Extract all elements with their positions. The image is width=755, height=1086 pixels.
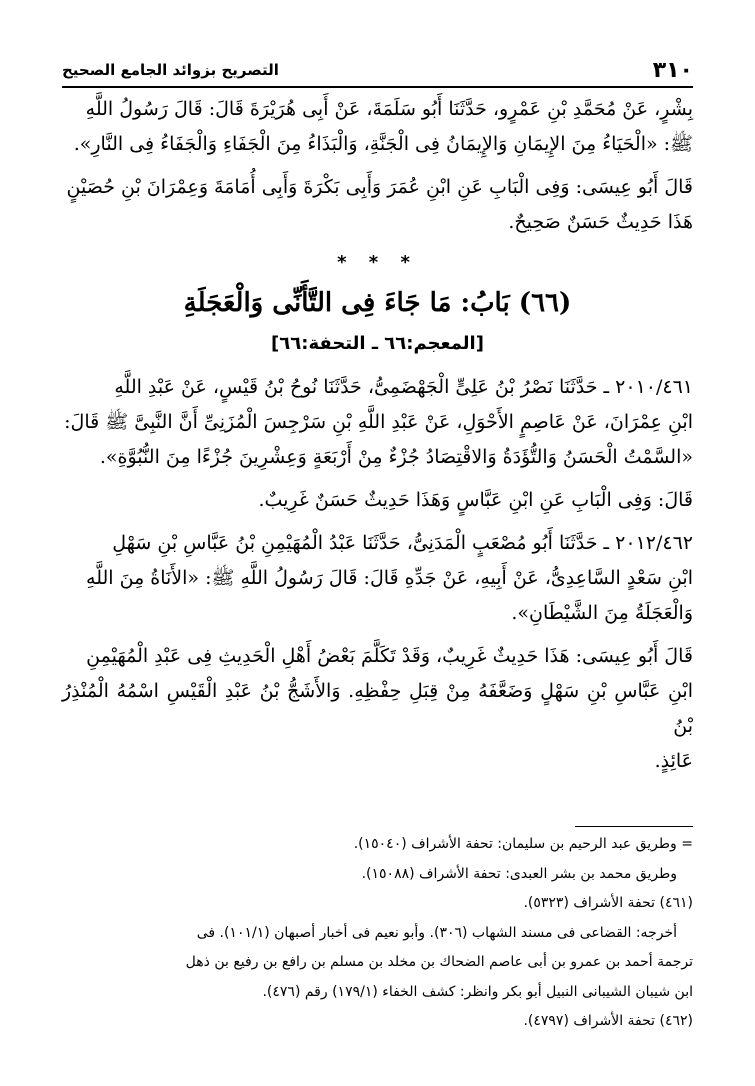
footnote-line: (٤٦١) تحفة الأشراف (٥٣٢٣).: [523, 895, 693, 911]
running-title: التصريح بزوائد الجامع الصحيح: [62, 61, 279, 79]
hadith-461-line: ابْنِ عِمْرَانَ، عَنْ عَاصِمٍ الأَحْوَلِ، عَنْ عَبْدِ اللَّهِ بْنِ سَرْجِسَ الْمُزَنِىِّ أَنَّ النَّبِىَّ ﷺ قَالَ:: [64, 411, 693, 433]
hadith-462-commentary: ابْنِ عَبَّاسِ بْنِ سَهْلٍ وَضَعَّفَهُ مِنْ قِبَلِ حِفْظِهِ. وَالأَشَجُّ بْنُ عَبْدِ الْقَيْسِ اسْمُهُ الْمُنْذِرُ بْنُ: [62, 680, 693, 737]
text-line: بِشْرٍ، عَنْ مُحَمَّدِ بْنِ عَمْرٍو، حَدَّثَنَا أَبُو سَلَمَةَ، عَنْ أَبِى هُرَيْرَةَ قَالَ: قَالَ رَسُولُ اللَّهِ: [85, 98, 693, 120]
hadith-462-line: ٢٠١٢/٤٦٢ ـ حَدَّثَنَا أَبُو مُصْعَبٍ الْمَدَنِىُّ، حَدَّثَنَا عَبْدُ الْمُهَيْمِنِ بْنُ عَبَّاسِ بْنِ سَهْلِ: [112, 532, 693, 554]
footnote-line: ترجمة أحمد بن عمرو بن أبى عاصم الضحاك بن مخلد بن مسلم بن رافع بن رفيع بن ذهل: [185, 954, 693, 970]
commentary-line: قَالَ أَبُو عِيسَى: وَفِى الْبَابِ عَنِ ابْنِ عُمَرَ وَأَبِى بَكْرَةَ وَأَبِى أُمَامَةَ وَعِمْرَانَ بْنِ حُصَيْنٍ: [66, 176, 693, 198]
hadith-462-commentary: قَالَ أَبُو عِيسَى: هَذَا حَدِيثٌ غَرِيبٌ، وَقَدْ تَكَلَّمَ بَعْضُ أَهْلِ الْحَدِيثِ فِى عَبْدِ الْمُهَيْمِنِ: [86, 645, 693, 667]
page-header: [62, 56, 693, 88]
footnotes: [62, 830, 693, 1037]
page-number: ٣١٠: [652, 58, 693, 83]
hadith-462-line: وَالْعَجَلَةُ مِنَ الشَّيْطَانِ».: [511, 602, 693, 624]
hadith-462-line: ابْنِ سَعْدٍ السَّاعِدِىُّ، عَنْ أَبِيهِ، عَنْ جَدِّهِ قَالَ: قَالَ رَسُولُ اللَّهِ ﷺ: «الأَنَاةُ مِنَ اللَّهِ: [86, 567, 693, 589]
footnote-line: وطريق محمد بن بشر العبدى: تحفة الأشراف (١٥٠٨٨).: [361, 865, 677, 882]
footnote-line: أخرجه: القضاعى فى مسند الشهاب (٣٠٦). وأبو نعيم فى أخبار أصبهان (١٠١/١). فى: [196, 924, 677, 941]
hadith-461-commentary: قَالَ: وَفِى الْبَابِ عَنِ ابْنِ عَبَّاسٍ وَهَذَا حَدِيثٌ حَسَنٌ غَرِيبٌ.: [258, 489, 693, 511]
hadith-461-line: ٢٠١٠/٤٦١ ـ حَدَّثَنَا نَصْرُ بْنُ عَلِىٍّ الْجَهْضَمِىُّ، حَدَّثَنَا نُوحُ بْنُ قَيْسٍ، عَنْ عَبْدِ اللَّهِ: [114, 376, 693, 398]
footnote-line: (٤٦٢) تحفة الأشراف (٤٧٩٧).: [523, 1013, 693, 1029]
section-separator: * * *: [337, 252, 418, 273]
footnote-line: = وطريق عبد الرحيم بن سليمان: تحفة الأشراف (١٥٠٤٠).: [353, 836, 693, 852]
chapter-reference: [المعجم:٦٦ ـ التحفة:٦٦]: [271, 333, 484, 354]
text-line: ﷺ: «الْحَيَاءُ مِنَ الإِيمَانِ وَالإِيمَانُ فِى الْجَنَّةِ، وَالْبَذَاءُ مِنَ الْجَفَاءِ وَالْجَفَاءُ فِى النَّارِ».: [73, 133, 693, 155]
main-text: [62, 92, 693, 779]
hadith-462-commentary: عَائِذٍ.: [654, 750, 693, 772]
footnote-line: ابن شيبان الشيبانى النبيل أبو بكر وانظر: كشف الخفاء (١٧٩/١) رقم (٤٧٦).: [262, 983, 693, 1000]
commentary-line: هَذَا حَدِيثٌ حَسَنٌ صَحِيحٌ.: [508, 211, 693, 233]
footnote-divider: [575, 826, 693, 827]
hadith-461-line: «السَّمْتُ الْحَسَنُ وَالتُّؤَدَةُ وَالاقْتِصَادُ جُزْءٌ مِنْ أَرْبَعَةٍ وَعِشْرِينَ جُزْءًا مِنَ النُّبُوَّةِ».: [99, 446, 693, 468]
chapter-title: (٦٦) بَابُ: مَا جَاءَ فِى التَّأَنِّى وَالْعَجَلَةِ: [183, 288, 572, 318]
